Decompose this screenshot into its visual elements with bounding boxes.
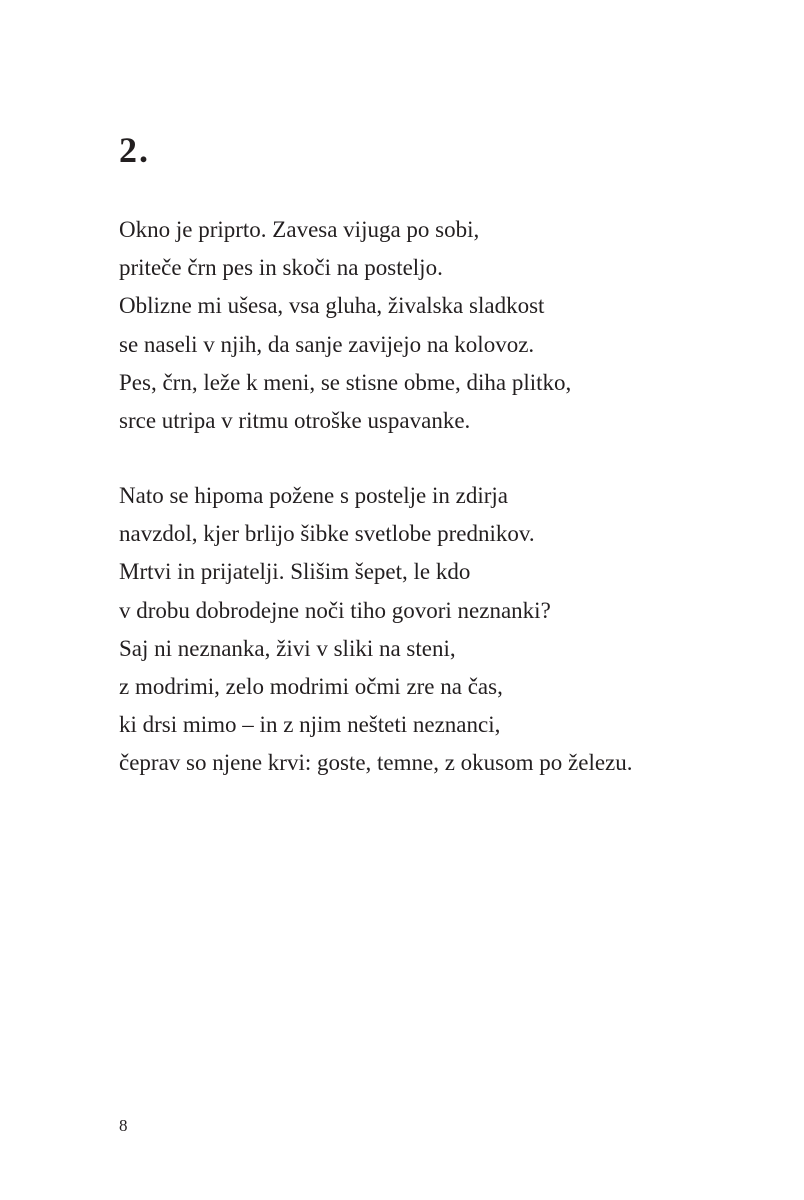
stanza-2: [119, 477, 633, 783]
poem-line: v drobu dobrodejne noči tiho govori neznanki?: [119, 597, 551, 623]
poem-line: Mrtvi in prijatelji. Slišim šepet, le kdo: [119, 559, 471, 585]
poem-line: priteče črn pes in skoči na posteljo.: [119, 255, 443, 281]
poem-line: Nato se hipoma požene s postelje in zdirja: [119, 483, 508, 508]
stanza-1: [119, 211, 571, 440]
poem-line: Pes, črn, leže k meni, se stisne obme, diha plitko,: [119, 369, 572, 395]
poem-number: 2.: [119, 130, 150, 170]
poem-line: srce utripa v ritmu otroške uspavanke.: [119, 407, 471, 433]
page-number: 8: [119, 1116, 128, 1135]
poem-line: čeprav so njene krvi: goste, temne, z okusom po železu.: [119, 750, 633, 776]
poem-line: Oblizne mi ušesa, vsa gluha, živalska sladkost: [119, 293, 545, 319]
poem-line: se naseli v njih, da sanje zavijejo na kolovoz.: [119, 331, 535, 357]
poem-line: Saj ni neznanka, živi v sliki na steni,: [119, 635, 456, 661]
poem-line: Okno je priprto. Zavesa vijuga po sobi,: [119, 217, 480, 242]
poem-line: navzdol, kjer brlijo šibke svetlobe prednikov.: [119, 521, 535, 547]
poem-line: z modrimi, zelo modrimi očmi zre na čas,: [119, 673, 503, 699]
poem-line: ki drsi mimo – in z njim nešteti neznanci,: [119, 712, 501, 738]
